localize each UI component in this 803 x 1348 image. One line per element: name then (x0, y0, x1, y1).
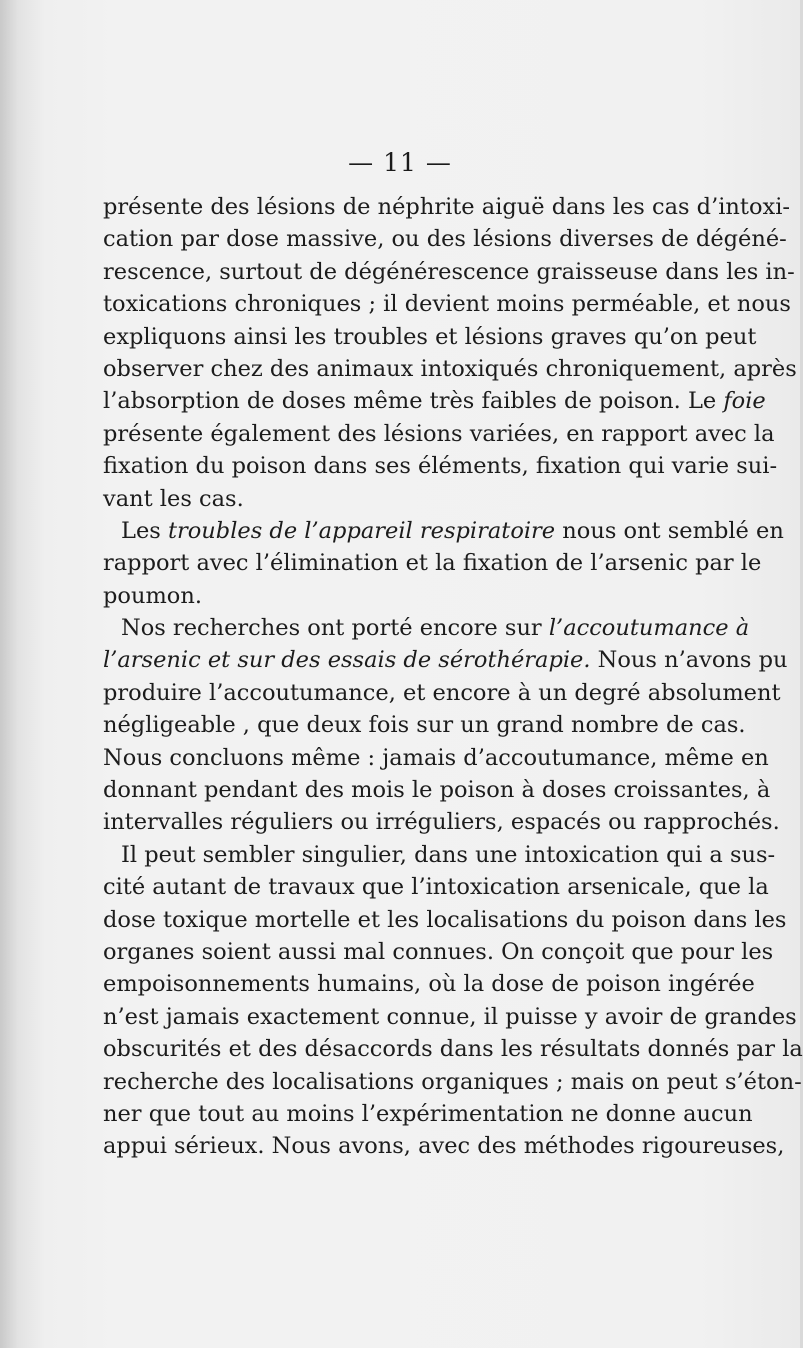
text-span: vant les cas. (103, 485, 244, 512)
text-line (103, 1098, 753, 1130)
italic-text: l’accoutumance à (548, 615, 750, 642)
text-span: expliquons ainsi les troubles et lésions graves qu’on peut (103, 323, 757, 350)
text-line (103, 515, 784, 547)
text-line (103, 936, 774, 968)
text-span: n’est jamais exactement connue, il puisse y avoir de grandes (103, 1003, 797, 1030)
text-span: ner que tout au moins l’expérimentation ne donne aucun (103, 1100, 753, 1127)
text-line (103, 321, 757, 353)
text-span: rapport avec l’élimination et la fixation de l’arsenic par le (103, 550, 762, 577)
text-line (103, 580, 700, 612)
text-span: toxications chroniques ; il devient moins perméable, et nous (103, 291, 791, 318)
text-line (103, 742, 769, 774)
text-span: rescence, surtout de dégénérescence graisseuse dans les in- (103, 258, 795, 285)
text-line (103, 1001, 797, 1033)
text-span: nous ont semblé en (555, 517, 784, 544)
text-line (103, 418, 775, 450)
text-span: négligeable , que deux fois sur un grand nombre de cas. (103, 712, 746, 739)
text-line (103, 806, 780, 838)
text-span: Nous concluons même : jamais d’accoutumance, même en (103, 744, 769, 771)
text-line (103, 871, 769, 903)
text-span: observer chez des animaux intoxiqués chroniquement, après (103, 355, 797, 382)
text-line (103, 839, 776, 871)
text-span: produire l’accoutumance, et encore à un degré absolument (103, 679, 781, 706)
text-span: recherche des localisations organiques ; mais on peut s’éton- (103, 1068, 802, 1095)
text-line (103, 191, 790, 223)
text-span: obscurités et des désaccords dans les résultats donnés par la (103, 1036, 803, 1063)
text-span: présente également des lésions variées, en rapport avec la (103, 420, 775, 447)
text-line (103, 1033, 803, 1065)
text-span: appui sérieux. Nous avons, avec des méthodes rigoureuses, (103, 1133, 785, 1160)
text-span: Nous n’avons pu (590, 647, 788, 674)
text-line (103, 353, 797, 385)
text-line (103, 483, 700, 515)
text-line (103, 904, 787, 936)
text-line (103, 256, 795, 288)
text-span: présente des lésions de néphrite aiguë dans les cas d’intoxi- (103, 194, 790, 220)
italic-text: foie (723, 388, 766, 415)
text-span: dose toxique mortelle et les localisations du poison dans les (103, 906, 787, 933)
text-line (103, 612, 750, 644)
text-line (103, 968, 755, 1000)
text-span: donnant pendant des mois le poison à doses croissantes, à (103, 777, 771, 804)
italic-text: l’arsenic et sur des essais de sérothérapie. (103, 647, 591, 674)
text-line (103, 450, 778, 482)
text-line (103, 1130, 785, 1162)
page-number: — 11 — (348, 148, 452, 177)
text-span: Les (121, 517, 168, 544)
text-span: cation par dose massive, ou des lésions diverses de dégéné- (103, 226, 787, 253)
text-line (103, 223, 787, 255)
text-span: organes soient aussi mal connues. On conçoit que pour les (103, 938, 774, 965)
text-span: fixation du poison dans ses éléments, fixation qui varie sui- (103, 453, 778, 480)
text-line (103, 709, 746, 741)
text-line (103, 644, 788, 676)
text-line (103, 288, 791, 320)
text-span: cité autant de travaux que l’intoxication arsenicale, que la (103, 874, 769, 901)
text-span: l’absorption de doses même très faibles de poison. Le (103, 388, 724, 415)
text-span: poumon. (103, 582, 202, 609)
text-line (103, 774, 771, 806)
text-line (103, 1066, 802, 1098)
text-span: empoisonnements humains, où la dose de poison ingérée (103, 971, 755, 998)
text-span: Nos recherches ont porté encore sur (121, 615, 549, 642)
text-line (103, 547, 762, 579)
text-line (103, 677, 781, 709)
text-span: intervalles réguliers ou irréguliers, espacés ou rapprochés. (103, 809, 780, 836)
text-span: Il peut sembler singulier, dans une intoxication qui a sus- (121, 841, 776, 868)
italic-text: troubles de l’appareil respiratoire (167, 517, 556, 544)
text-line (103, 385, 766, 417)
body-text (103, 191, 803, 1163)
